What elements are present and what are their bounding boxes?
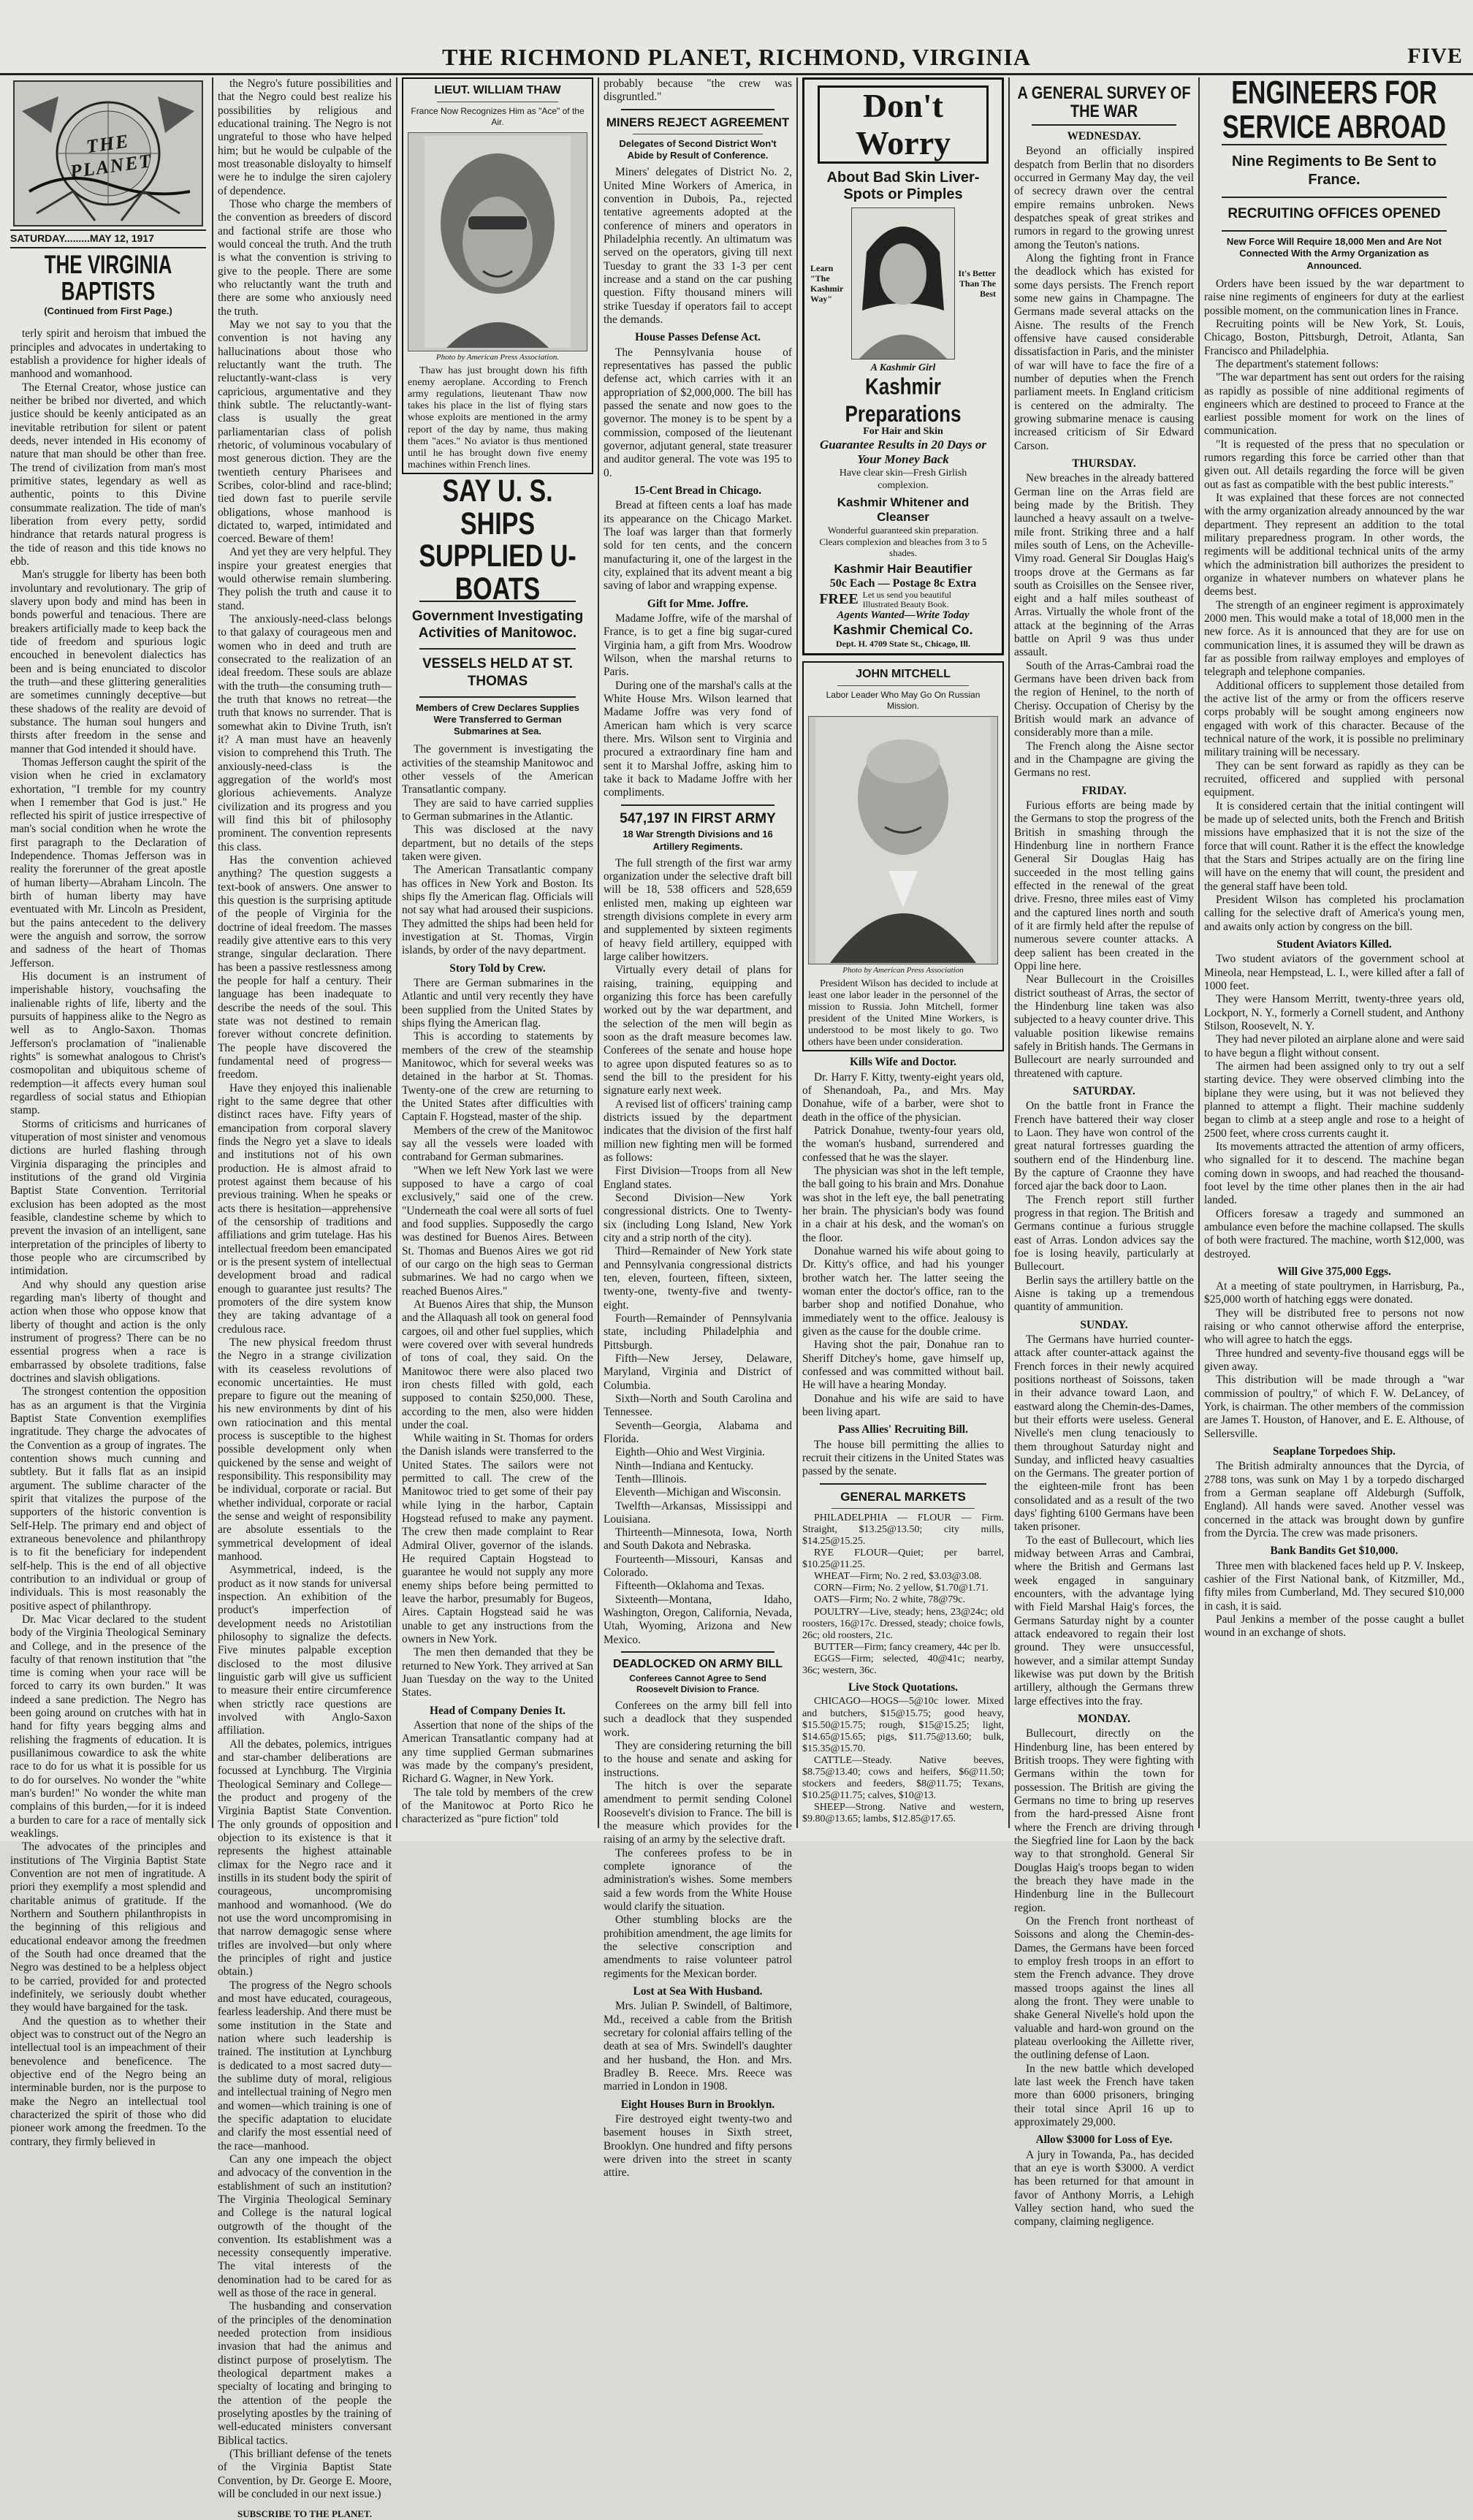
paragraph: The men then demanded that they be returned to New York. They arrived at San Juan Tuesday on the way to the United States. xyxy=(402,1646,593,1699)
paragraph: Dr. Harry F. Kitty, twenty-eight years old, of Shenandoah, Pa., and Mrs. May Donahue, wife of a barber, were shot to death in the office of the physician. xyxy=(802,1070,1004,1124)
paragraph: Second Division—New York congressional districts. One to Twenty-six (including Long Island, New York city and a strip north of the city). xyxy=(604,1191,792,1244)
paragraph: Recruiting points will be New York, St. Louis, Chicago, Boston, Pittsburgh, Detroit, Atlanta, San Francisco and Philadelphia. xyxy=(1204,317,1464,357)
paragraph: New breaches in the already battered German line on the Arras field are being made by the British. They launched a heavy assault on a twelve-mile front. Striking three and a half miles south of Lens, on the Acheville-Vimy road. General Sir Douglas Haig's troops drove at the Germans as far south as Croisilles on the Sensee river, eight and a half miles southeast of Arras. Virtually the whole front of the attack at the beginning of the Arras battle on April 9 was thus under assault. xyxy=(1014,472,1194,659)
miners-deck: Delegates of Second District Won't Abide by Result of Conference. xyxy=(619,137,777,161)
manitowoc-subhead: Government Investigating Activities of Manitowoc. xyxy=(411,608,584,642)
day-subhead: WEDNESDAY. xyxy=(1067,130,1141,142)
ad-price: 50c Each — Postage 8c Extra xyxy=(829,576,977,590)
headline-virginia-baptists: THE VIRGINIA BAPTISTS xyxy=(44,249,172,306)
engineers-deck: New Force Will Require 18,000 Men and Are Not Connected With the Army Organization as Announced. xyxy=(1226,236,1442,271)
paragraph: Seventh—Georgia, Alabama and Florida. xyxy=(604,1419,792,1445)
paragraph: All the debates, polemics, intrigues and star-chamber deliberations are focussed at Lynchburg. The Virginia Theological Seminary and College—the product and progeny of the Virginia Baptist State Convention. The only grounds of opposition and objection to its existence is that it represents the highest attainable climax for the Negro race and it instills in its student body the spirit of courageous, uncompromising manhood and womanhood. (We do not use the word uncompromising in that narrow demagogic sense where trifles are involved—but only where the principles of right and justice obtain.) xyxy=(218,1737,392,1979)
column-7 xyxy=(1204,77,1464,1827)
lost-at-sea-subhead: Lost at Sea With Husband. xyxy=(633,1985,763,1998)
mitchell-headline: JOHN MITCHELL xyxy=(856,667,951,680)
paragraph: Virtually every detail of plans for raising, training, equipping and organizing this force has been carefully worked out by the war department, and the selection of the men will begin as soon as the draft measure becomes law. Conferees of the senate and house hope to agree upon disputed features so as to send the bill to the president for his signature early next week. xyxy=(604,964,792,1097)
paragraph: The British admiralty announces that the Dyrcia, of 2788 tons, was sunk on May 1 by a torpedo discharged from a German seaplane off Aldeburgh (Suffolk, England). All hands were saved. Another vessel was concerned in the attack was brought down by gunfire from the Dyrcia. The crew was made prisoners. xyxy=(1204,1460,1464,1540)
paragraph: Third—Remainder of New York state and Pennsylvania congressional districts ten, eleven, fourteen, fifteen, sixteen, twenty-one, twenty-five and twenty-eight. xyxy=(604,1245,792,1312)
paragraph: Thomas Jefferson caught the spirit of the vision when he cried in exclamatory exhortation, "I tremble for my country when I remember that God is just." He reflected his spirit of justice irrespective of man's social condition when he wrote the first paragraph to the Declaration of Independence. Thomas Jefferson was in reality the forerunner of the great apostle of human liberty—Abraham Lincoln. The birth of human liberty may have eventuated with Mr. Lincoln as President, but the pains antecedent to the delivery were the anguish and sorrow, the sorrow and sadness of the heart of Thomas Jefferson. xyxy=(10,755,206,970)
paragraph: It is considered certain that the initial contingent will be made up of selected units, both the French and British missions have emphasized that it is not the size of the force that will count. Rather it is the effect the knowledge that the Stars and Stripes actually are on the firing line will have on the enemy that will count, the president and the general staff have been told. xyxy=(1204,799,1464,893)
paragraph: During one of the marshal's calls at the White House Mrs. Wilson learned that Madame Joffre was very fond of American ham which is very scarce there. Mrs. Wilson sent to Virginia and procured a extraordinary fine ham and sent it to Marshal Joffre, asking him to take it back to Madame Joffre with her compliments. xyxy=(604,679,792,799)
paragraph: The French report still further progress in that region. The British and Germans continue a furious struggle east of Arras. London advices say the foe is losing heavily, particularly at Bullecourt. xyxy=(1014,1193,1194,1274)
bank-bandits-body xyxy=(1204,1560,1464,1640)
paragraph: Berlin says the artillery battle on the Aisne is taking up a tremendous quantity of ammunition. xyxy=(1014,1274,1194,1314)
paragraph: Thaw has just brought down his fifth enemy aeroplane. According to French army regulations, lieutenant Thaw now takes his place in the list of flying stars whose exploits are mentioned in the army report of the day by name, thus making them "aces." No aviator is thus mentioned until he has brought down five enemy machines within French lines. xyxy=(408,365,587,471)
paragraph: (This brilliant defense of the tenets of the Virginia Baptist State Convention, by Dr. George E. Moore, will be concluded in our next issue.) xyxy=(218,2448,392,2501)
deadlocked-headline: DEADLOCKED ON ARMY BILL xyxy=(613,1658,783,1671)
live-stock-body xyxy=(802,1696,1004,1825)
gift-subhead: Gift for Mme. Joffre. xyxy=(647,597,749,610)
paragraph: Patrick Donahue, twenty-four years old, the woman's husband, surrendered and confessed that he was the slayer. xyxy=(802,1124,1004,1164)
paragraph: The conferees profess to be in complete ignorance of the administration's wishes. Some members said a few words from the White House would clarify the situation. xyxy=(604,1846,792,1914)
recruiting-offices-subhead: RECRUITING OFFICES OPENED xyxy=(1228,206,1441,222)
ad-product: Kashmir Preparations xyxy=(845,373,962,427)
paragraph: The advocates of the principles and institutions of The Virginia Baptist State Convention are not men of ingratitude. A priori they exemplify a most splendid and charitable animus of gratitude. If the Northern and Southern philanthropists in the beginning of this religious and educational endeavor among the freedmen of the South had once dreamed that the Negro was destined to be a helpless object to be carried, provided for and protected indefinitely, we seriously doubt whether they would have bargained for the task. xyxy=(10,1840,206,2014)
ad-headline: Don't Worry xyxy=(818,85,989,164)
paragraph: At a meeting of state poultrymen, in Harrisburg, Pa., $25,000 worth of hatching eggs were donated. xyxy=(1204,1280,1464,1306)
paragraph: In the new battle which developed late last week the French have taken more than 6000 prisoners, bringing their total since April 16 up to approximately 29,000. xyxy=(1014,2062,1194,2128)
paragraph: At Buenos Aires that ship, the Munson and the Allaquash all took on general food cargoes, oil and other fuel supplies, which were covered over with several hundreds of tons of coal, they said. On the Manitowoc there were also placed two iron chests filled with gold, each supposed to contain $250,000. These, according to the men, also were hidden under the coal. xyxy=(402,1298,593,1431)
paragraph: Ninth—Indiana and Kentucky. xyxy=(615,1459,754,1472)
paragraph: Three hundred and seventy-five thousand eggs will be given away. xyxy=(1204,1347,1464,1374)
paragraph: "When we left New York last we were supposed to have a cargo of coal exclusively," said one of the crew. "Underneath the coal were all sorts of fuel and food supplies. Supposedly the cargo was destined for Buenos Aires. Between St. Thomas and Buenos Aires we got rid of our cargo on the high seas to German submarines. We had no cargo when we reached Buenos Aires." xyxy=(402,1164,593,1298)
paragraph: Sixteenth—Montana, Idaho, Washington, Oregon, California, Nevada, Utah, Wyoming, Arizona and New Mexico. xyxy=(604,1593,792,1646)
paragraph: They can be sent forward as rapidly as they can be recruited, officered and supplied with personal equipment. xyxy=(1204,759,1464,799)
paragraph: Eighth—Ohio and West Virginia. xyxy=(615,1446,765,1459)
paragraph: Storms of criticisms and hurricanes of vituperation of most sinister and venomous dictions are hurled flashing through Virginia disparaging the principles and institutions of the grand old Virginia Baptist State Convention. Territorial exclusion has been adopted as the most feasible, clandestine scheme by which to prevent the invasion of an intelligent, sane interpretation of the principles of liberty to those people who are circumscribed by intimidation. xyxy=(10,1117,206,1278)
paragraph: Twelfth—Arkansas, Mississippi and Louisiana. xyxy=(604,1499,792,1526)
eggs-subhead: Will Give 375,000 Eggs. xyxy=(1277,1265,1391,1278)
kills-wife-subhead: Kills Wife and Doctor. xyxy=(850,1056,956,1069)
paragraph: Tenth—Illinois. xyxy=(615,1472,687,1485)
general-markets-headline: GENERAL MARKETS xyxy=(840,1489,966,1504)
paragraph: Two student aviators of the government school at Mineola, near Hempstead, L. I., were killed after a fall of 1000 feet. xyxy=(1204,953,1464,992)
column-2 xyxy=(218,77,392,2520)
paragraph: Furious efforts are being made by the Germans to stop the progress of the British in smashing through the Hindenburg line in northern France General Sir Douglas Haig has succeeded in the most telling gains effected in the renewal of the great drive. Fresno, three miles east of Vimy and the captured lines north and south of it are firmly held after the repulse of numerous severe counter attacks. A deep salient has been created in the Oppi line here. xyxy=(1014,799,1194,973)
paragraph: RYE FLOUR—Quiet; per barrel, $10.25@11.25. xyxy=(802,1548,1004,1571)
column-rule xyxy=(1198,77,1200,1828)
first-army-deck: 18 War Strength Divisions and 16 Artillery Regiments. xyxy=(623,829,773,852)
ad-address: Dept. H. 4709 State St., Chicago, Ill. xyxy=(836,638,970,649)
mitchell-photo xyxy=(808,716,998,964)
ad-free: FREE xyxy=(819,591,859,608)
paragraph: And the question as to whether their object was to construct out of the Negro an intellectual tool is an impeachment of their benevolence and beneficence. The objective end of the Negro being an interminable burden, nor is the purpose to make the Negro an intellectual tool characterized the spirit of those who did pioneer work among the freedmen. To the contrary, they firmly believed in xyxy=(10,2014,206,2148)
paragraph: The Pennsylvania house of representatives has passed the public defense act, which carries with it an appropriation of $2,000,000. The bill has passed the senate and now goes to the governor. The money is to be spent by a commission, composed of the lieutenant governor, adjutant general, state treasurer and auditor general. The vote was 195 to 0. xyxy=(604,346,792,479)
crew-story-body xyxy=(402,977,593,1700)
paragraph: WHEAT—Firm; No. 2 red, $3.03@3.08. xyxy=(814,1571,982,1583)
paragraph: This distribution will be made through a "war commission of poultry," of which F. W. DeLancey, of York, is chairman. The other members of the commission are James T. Houston, of Hanover, and E. E. Althouse, of Sellersville. xyxy=(1204,1374,1464,1440)
column-rule xyxy=(396,77,397,1828)
aviators-killed-body xyxy=(1204,953,1464,1261)
paragraph: Having shot the pair, Donahue ran to Sheriff Ditchey's home, gave himself up, confessed and was committed without bail. He will have a hearing Monday. xyxy=(802,1339,1004,1392)
paragraph: Have they enjoyed this inalienable right to the same degree that other distinct races have. Fifty years of emancipation from corporal slavery finds the Negro yet a slave to ideals and institutions not of his own production. He is almost afraid to protest against them because of his previous training. When he speaks or acts there is hesitation—apprehensive of the censorship of traditions and affiliations and grim tutelage. Has his intellectual freedom been emancipated or is the present system of intellectual development broad and radical enough to guarantee just results? The promoters of the dire system know they are taking advantage of a credulous race. xyxy=(218,1081,392,1336)
paragraph: the Negro's future possibilities and that the Negro could best realize his possibilities by religious and educational training. The Negro is not ungrateful to those who have helped him; but he would be culpable of the most treasonable disloyalty to himself were he to indulge the siren cajolery of dependence. xyxy=(218,77,392,197)
manitowoc-body xyxy=(402,743,593,957)
column-rule xyxy=(212,77,213,1828)
article-body xyxy=(10,327,206,2149)
paragraph: His document is an instrument of imperishable history, vouchsafing the inalienable rights of life, liberty and the pursuits of happiness alike to the Negro as well as to Anglo-Saxon. Thomas Jefferson's proclamation of "inalienable rights" is somewhat analogous to Christ's cosmopolitan and ubiquitous scheme of redemption—it affects every human soul regardless of social status and Ethiopian stamp. xyxy=(10,970,206,1117)
eight-houses-subhead: Eight Houses Burn in Brooklyn. xyxy=(620,2098,775,2111)
ad-clear-skin: Have clear skin—Fresh Girlish complexion. xyxy=(839,468,967,492)
first-army-headline: 547,197 IN FIRST ARMY xyxy=(620,810,776,826)
day-subhead: FRIDAY. xyxy=(1081,784,1127,797)
paragraph: South of the Arras-Cambrai road the Germans have been driven back from the region of Heninel, to the north of Cherisy. Occupation of Cherisy by the British would mark an advance of considerably more than a mile. xyxy=(1014,659,1194,739)
house-passes-body xyxy=(604,346,792,480)
paragraph: Man's struggle for liberty has been both involuntary and revolutionary. The grip of slavery upon body and mind has been in bonds powerful and tenacious. There are breakers artificially made to keep back the tide of freedom and spurious logic encouched in benevolent dialectics has been and is being enunciated to discolor the truth—and these glittering generalities are sometimes cunningly deceptive—but these shadows of the reality are devoid of substance. The human soul hungers and thirsts after freedom in the sense and manner that God intended it should have. xyxy=(10,568,206,755)
column-rule xyxy=(598,77,599,1828)
paragraph: The government is investigating the activities of the steamship Manitowoc and other vessels of the American Transatlantic company. xyxy=(402,743,593,796)
planet-logo-text: THE PLANET xyxy=(68,130,154,183)
ad-whitener-desc: Wonderful guaranteed skin preparation. Clears complexion and bleaches from 3 to 5 shades. xyxy=(819,525,987,559)
deadlocked-deck: Conferees Cannot Agree to Send Roosevelt Division to France. xyxy=(629,1673,766,1695)
ad-free-desc: Let us send you beautiful Illustrated Beauty Book. xyxy=(862,589,951,610)
ad-for: For Hair and Skin xyxy=(863,425,943,437)
seaplane-subhead: Seaplane Torpedoes Ship. xyxy=(1272,1445,1396,1458)
paragraph: And yet they are very helpful. They inspire your greatest energies that would otherwise remain slumbering. They polish the truth and cause it to stand. xyxy=(218,546,392,612)
paragraph: The French along the Aisne sector and in the Champagne are giving the Germans no rest. xyxy=(1014,739,1194,780)
paragraph: Donahue warned his wife about going to Dr. Kitty's office, and had his younger brother watch her. The latter seeing the woman enter the doctor's office, ran to the barber shop and notified Donahue, who immediately went to the office. Jealousy is given as the cause for the double crime. xyxy=(802,1245,1004,1338)
paragraph: The Eternal Creator, whose justice can neither be bribed nor diverted, and which justice should be keenly anticipated as an inevitable retribution for silent or patent deeds, never intended in His economy of nature that man should be other than free. The trend of civilization from man's most primitive states, legendary as well as authentic, points to this Divine consummate realization. The tide of man's liberation from every petty, sordid hindrance that retards natural progress is the tide of reason and this tide knows no ebb. xyxy=(10,381,206,568)
planet-logo xyxy=(13,80,203,227)
first-army-body xyxy=(604,857,792,1647)
article-body-continued xyxy=(218,77,392,2501)
mitchell-subhead: Labor Leader Who May Go On Russian Mission. xyxy=(826,689,981,711)
paragraph: Fourth—Remainder of Pennsylvania state, including Philadelphia and Pittsburgh. xyxy=(604,1312,792,1352)
paragraph: "The war department has sent out orders for the raising as rapidly as possible of nine additional regiments of engineers which are destined to proceed to France at the earliest possible moment for work on the lines of communication. xyxy=(1204,371,1464,438)
paragraph: Madame Joffre, wife of the marshal of France, is to get a fine big sugar-cured Virginia ham, a gift from Mrs. Woodrow Wilson, when the marshal returns to Paris. xyxy=(604,612,792,679)
engineers-body xyxy=(1204,278,1464,934)
engineers-subhead: Nine Regiments to Be Sent to France. xyxy=(1231,153,1437,189)
column-4 xyxy=(604,77,792,2180)
paragraph: OATS—Firm; No. 2 white, 78@79c. xyxy=(814,1594,965,1606)
manitowoc-deck: Members of Crew Declares Supplies Were Transferred to German Submarines at Sea. xyxy=(416,701,579,737)
eight-houses-body xyxy=(604,2113,792,2180)
paragraph: This was disclosed at the navy department, but no details of the steps taken were given. xyxy=(402,823,593,864)
ad-hair-beautifier: Kashmir Hair Beautifier xyxy=(834,561,973,576)
paragraph: Orders have been issued by the war department to raise nine regiments of engineers for duty at the earliest possible moment, on the communication lines in France. xyxy=(1204,277,1464,317)
column-rule xyxy=(1008,77,1010,1828)
column-1 xyxy=(10,77,206,2148)
paragraph: Those who charge the members of the convention as breeders of discord and factional strife are those who would conceal the truth. And the truth is what the convention is striving to give to the people. There are some who reluctantly want the truth and there are some who anxiously need the truth. xyxy=(218,197,392,318)
aviator-portrait xyxy=(425,136,571,348)
paragraph: SHEEP—Strong. Native and western, $9.80@13.65; lambs, $12.85@17.65. xyxy=(802,1802,1004,1825)
page-number: FIVE xyxy=(1407,44,1463,68)
paragraph: They will be distributed free to persons not now raising or who cannot otherwise afford the enterprise, who will agree to hatch the eggs. xyxy=(1204,1306,1464,1347)
day-subhead: THURSDAY. xyxy=(1072,457,1136,470)
recruiting-bill-body xyxy=(802,1439,1004,1479)
paragraph: The physician was shot in the left temple, the ball going to his brain and Mrs. Donahue was shot in the left eye, the ball penetrating her brain. The physician's body was found in a chair at his desk, and the woman's on the floor. xyxy=(802,1165,1004,1244)
engineers-headline: ENGINEERS FOR SERVICE ABROAD xyxy=(1222,75,1447,145)
paragraph: A revised list of officers' training camp districts issued by the department indicates that the division of the first half million new fighting men will be formed as follows: xyxy=(604,1097,792,1164)
column-5 xyxy=(802,77,1004,1827)
paragraph: The Germans have hurried counter-attack after counter-attack against the French forces in their newly acquired positions northeast of Soissons, taken in their advance toward Laon, and eastward along the Chemin-des-Dames, but their efforts were useless. General Nivelle's men clung tenaciously to them throughout Saturday night and Sunday, and inflicted heavy casualties on the Germans. The greater portion of the eighteen-mile front has been consolidated and as a result of the two days' fighting 6100 Germans have been taken prisoner. xyxy=(1014,1333,1194,1534)
paragraph: Fifteenth—Oklahoma and Texas. xyxy=(615,1580,765,1593)
paragraph: Sixth—North and South Carolina and Tennessee. xyxy=(604,1392,792,1419)
bread-subhead: 15-Cent Bread in Chicago. xyxy=(633,484,762,497)
paragraph: The airmen had been assigned only to try out a self starting device. They were observed climbing into the biplane they were using, but it was not believed they planned to attempt a flight. Their machine suddenly began to climb at a steep angle and rose to a height of 2500 feet, where cross currents caught it. xyxy=(1204,1059,1464,1140)
day-subhead: SUNDAY. xyxy=(1080,1318,1128,1331)
thaw-headline: LIEUT. WILLIAM THAW xyxy=(434,84,561,96)
paragraph: The hitch is over the separate amendment to permit sending Colonel Roosevelt's division to France. The bill is the measure which provides for the raising of an army by the selective draft. xyxy=(604,1780,792,1846)
paragraph: PHILADELPHIA — FLOUR — Firm. Straight, $13.25@13.50; city mills, $14.25@15.25. xyxy=(802,1512,1004,1548)
paragraph: Along the fighting front in France the deadlock which has existed for some days persists. The French report some new gains in Champagne. The Germans made several attacks on the Aisne. The results of the French offensive have caused considerable dissatisfaction in Paris, and the minister of war will have to face the fire of a number of deputies when the French parliament meets. In England criticism is centered on the admiralty. The growing submarine menace is causing increased criticism of Sir Edward Carson. xyxy=(1014,251,1194,452)
paragraph: On the French front northeast of Soissons and along the Chemin-des-Dames, the Germans have been forced to employ fresh troops in an effort to stem the French advance. They drove massed troops against the lines all along the front. They were unable to shake General Nivelle's hold upon the valuable and hard-won ground on the plateau overlooking the Aillette river, the outlining defense of Laon. xyxy=(1014,1914,1194,2062)
thaw-photo-box xyxy=(402,77,593,474)
paragraph: CORN—Firm; No. 2 yellow, $1.70@1.71. xyxy=(814,1583,989,1594)
ad-better-text: It's Better Than The Best xyxy=(958,267,996,300)
paragraph: BUTTER—Firm; fancy creamery, 44c per lb. xyxy=(814,1641,1001,1653)
paragraph: Eleventh—Michigan and Wisconsin. xyxy=(615,1486,781,1499)
seaplane-body xyxy=(1204,1460,1464,1540)
loss-of-eye-body xyxy=(1014,2149,1194,2229)
paragraph: The full strength of the first war army organization under the selective draft bill will be 18, 538 officers and 528,659 enlisted men, making up eighteen war strength divisions complete in every arm and supplemented by sixteen regiments of heavy field artillery, equipped with large caliber howitzers. xyxy=(604,856,792,964)
paragraph: There are German submarines in the Atlantic and until very recently they have been supplied from the United States by ships flying the American flag. xyxy=(402,977,593,1029)
mitchell-photo-credit: Photo by American Press Association xyxy=(842,965,964,975)
mitchell-portrait xyxy=(815,717,991,963)
paragraph: It was explained that these forces are not connected with the army organization already announced by the war department. They represent an addition to the total military preparedness program. In other words, the regiments will be additional technical units of the army which the administration bill authorizes the president to organize in whatever numbers on whatever plans he deems best. xyxy=(1204,492,1464,598)
thaw-caption-text xyxy=(408,365,587,471)
ad-agents: Agents Wanted—Write Today xyxy=(837,609,970,622)
paragraph: Dr. Mac Vicar declared to the student body of the Virginia Theological Seminary and College, and in the presence of the faculty of that renown institution that "the time is coming when your race will be forced to carry its own burden." It was indeed a sane prediction. The Negro has been going around on crutches with hat in hand for fifty years begging alms and relishing the fragments of education. It is pusillanimous cowardice to ask the white race to do for us what it is possible for us to do for ourselves. No wonder the "white man's burden!" No wonder the white man complains of this burden,—for it is indeed a burden to care for a race of mentally sick weaklings. xyxy=(10,1613,206,1840)
paragraph: Miners' delegates of District No. 2, United Mine Workers of America, in convention in Dubois, Pa., rejected tentative agreements adopted at the conference of miners and operators in Philadelphia recently. An ultimatum was served on the operators, giving till next Tuesday to grant the 33 1-3 per cent increase and a stand on the car pushing question. Fifty thousand miners will strike Tuesday if operators fail to accept the demands. xyxy=(604,166,792,327)
mitchell-photo-box xyxy=(802,661,1004,1052)
recruiting-bill-subhead: Pass Allies' Recruiting Bill. xyxy=(838,1423,968,1436)
paragraph: EGGS—Firm; selected, 40@41c; nearby, 36c; western, 36c. xyxy=(802,1653,1004,1677)
war-survey-headline: A GENERAL SURVEY OF THE WAR xyxy=(1017,83,1191,122)
ad-company: Kashmir Chemical Co. xyxy=(833,623,973,638)
paragraph: The new physical freedom thrust the Negro in a strange civilization with its ceaseless revolutions of economic uncertainties. He must prepare to figure out the meaning of his new environments by dint of his own ratiocination and this mental process is susceptible to the highest possible development only when quickened by the sense and weight of responsibility. This responsibility may be individual, corporate or racial. But whether individual, corporate or racial the sense and weight of responsibility are absolute essentials to the symmetrical development of ideal manhood. xyxy=(218,1336,392,1564)
paragraph: Its movements attracted the attention of army officers, who signalled for it to descend. The machine began coming down in swoops, and had reached the thousand-foot level by the time other planes then in the air had landed. xyxy=(1204,1140,1464,1207)
paragraph: Additional officers to supplement those detailed from the active list of the army or from the officers reserve corps probably will be sought among engineers now engaged with work of this character. Because of the technical nature of the work, it is possible no preliminary military training will be necessary. xyxy=(1204,679,1464,759)
dateline: SATURDAY.........MAY 12, 1917 xyxy=(10,229,206,248)
headline-ships-supplied-uboats: SAY U. S. SHIPS SUPPLIED U-BOATS xyxy=(419,473,576,606)
aviators-killed-subhead: Student Aviators Killed. xyxy=(1276,937,1392,951)
company-denies-subhead: Head of Company Denies It. xyxy=(430,1704,566,1717)
paragraph: A jury in Towanda, Pa., has decided that an eye is worth $3000. A verdict has been returned for that amount in favor of Anthony Morris, a Lehigh Valley section hand, who sued the company, claiming negligence. xyxy=(1014,2148,1194,2228)
column-3 xyxy=(402,77,593,1827)
ad-caption: A Kashmir Girl xyxy=(870,362,936,374)
subscribe-footer: SUBSCRIBE TO THE PLANET. xyxy=(237,2508,372,2520)
paragraph: Fifth—New Jersey, Delaware, Maryland, Virginia and District of Columbia. xyxy=(604,1352,792,1392)
gift-body xyxy=(604,612,792,800)
paragraph: Assertion that none of the ships of the American Transatlantic company had at any time supplied German submarines was made by the company's president, Richard G. Wagner, in New York. xyxy=(402,1719,593,1786)
paragraph: President Wilson has decided to include at least one labor leader in the personnel of the mission to Russia. John Mitchell, former president of the United Mine Workers, is understood to be most likely to go. Two others have been under consideration. xyxy=(808,978,998,1048)
paragraph: Paul Jenkins a member of the posse caught a bullet wound in an exchange of shots. xyxy=(1204,1613,1464,1640)
paragraph: "It is requested of the press that no speculation or rumors regarding this force be carried other than that given out. All details regarding the force will be given out as fast as compatible with the best public interests." xyxy=(1204,438,1464,491)
vessels-held-subhead: VESSELS HELD AT ST. THOMAS xyxy=(422,656,573,689)
eggs-body xyxy=(1204,1280,1464,1441)
paragraph: First Division—Troops from all New England states. xyxy=(604,1165,792,1191)
bread-body xyxy=(604,499,792,593)
thaw-photo xyxy=(408,132,587,351)
house-passes-subhead: House Passes Defense Act. xyxy=(635,331,761,344)
paragraph: Bread at fifteen cents a loaf has made its appearance on the Chicago Market. The loaf was larger than that formerly sold for ten cents, and the concern manufacturing it, one of the largest in the city, explained that its advent meant a big saving of labor and wrapping expense. xyxy=(604,499,792,593)
paragraph: President Wilson has completed his proclamation calling for the selective draft of America's young men, and awaits only action by congress on the bill. xyxy=(1204,893,1464,933)
day-subhead: MONDAY. xyxy=(1078,1713,1130,1726)
paragraph: The anxiously-need-class belongs to that galaxy of courageous men and women who in deed and truth are consecrated to the realization of an ideal freedom. These souls are ablaze with the truth—the consuming truth—the truth that knows no retreat—the truth that knows no surrender. That is somewhat akin to Divine Truth, isn't it? A man must have an heavenly vision to comprehend this Truth. The anxiously-need-class is the aggregation of the world's most glorious achievements. Analyze civilization and its progress and you will find this bit of philosophy prominent. The convention represents this class. xyxy=(218,613,392,853)
paragraph: They were Hansom Merritt, twenty-three years old, Lockport, N. Y., formerly a Cornell student, and Anthony Stilson, Roosevelt, N. Y. xyxy=(1204,993,1464,1032)
ad-guarantee: Guarantee Results in 20 Days or Your Money Back xyxy=(819,438,987,466)
paragraph: The strongest contention the opposition has as an argument is that the Virginia Baptist State Convention exemplifies ingratitude. They charge the advocates of the Convention as a group of ingrates. The contention shows much cunning and subtlety. But it falls flat as an insipid argument. The sublime character of the spirit that vitalizes the purpose of the supporters of the historic convention is Self-Help. The primary end and object of extraneous benevolence and philanthropy is to fit the beneficiary for independent self-help. This is the end of all objective contribution to an individual or group of individuals. This is most reasonably the positive aspect of philanthropy. xyxy=(10,1385,206,1613)
paragraph: While waiting in St. Thomas for orders the Danish islands were transferred to the United States. The sailors were not permitted to call. The crew of the Manitowoc tried to get some of their pay while lying in the harbor, Captain Hogstead refused to make any payment. The crew then made complaint to Rear Admiral Oliver, governor of the islands. He required Captain Hogstead to guarantee he would not supply any more enemy ships before being permitted to leave the harbor, presumably for Bugeos, Aires. Captain Hogstead said he was unable to get any instructions from the owners in New York. xyxy=(402,1432,593,1646)
paragraph: Other stumbling blocks are the prohibition amendment, the age limits for the selective conscription and amendments to raise volunteer patrol regiments for the Mexican border. xyxy=(604,1914,792,1980)
paragraph: To the east of Bullecourt, which lies midway between Arras and Cambrai, where the British and Germans last week engaged in sanguinary encounters, with the advantage lying with Field Marshal Haig's forces, the Germans Saturday night by a counter attack endeavored to regain their lost ground. They were unsuccessful, however, and a similar attempt Sunday likewise was put down by the British artillery, although the Germans threw large effectives into the fray. xyxy=(1014,1534,1194,1708)
paragraph: The American Transatlantic company has offices in New York and Boston. Its ships fly the American flag. Officials will not say what had aroused their suspicions. They admitted the ships had been held for investigation at St. Thomas, Virgin islands, by order of the navy department. xyxy=(402,864,593,957)
paragraph: Has the convention achieved anything? The question suggests a text-book of answers. One answer to this question is the surprising aptitude of the people of Virginia for the doctrine of ideal freedom. The masses readily give attentive ears to this very strange, singular declaration. There has been a passive restlessness among the people for half a century. Their language has been inadequate to describe the needs of the soul. This state was not destined to remain forever without concrete definition. The people have discovered the fundamental need of progress—freedom. xyxy=(218,854,392,1081)
ad-learn-text: Learn "The Kashmir Way" xyxy=(810,262,844,305)
kashmir-advertisement xyxy=(802,77,1004,655)
paragraph: Conferees on the army bill fell into such a deadlock that they suspended work. xyxy=(604,1699,792,1739)
paragraph: terly spirit and heroism that imbued the principles and advocates in undertaking to establish a providence for higher ideals of manhood and womanhood. xyxy=(10,327,206,381)
paragraph: Donahue and his wife are said to have been living apart. xyxy=(802,1392,1004,1418)
column-rule xyxy=(796,77,798,1828)
lost-at-sea-body xyxy=(604,2000,792,2093)
paragraph: Can any one impeach the object and advocacy of the convention in the establishment of such an institution? The Virginia Theological Seminary and College is the natural logical outgrowth of the thought of the convention. Its establishment was a necessity consequently imperative. The vital interests of the denomination had to be cared for as well as those of the race in general. xyxy=(218,2152,392,2300)
ad-subhead: About Bad Skin Liver-Spots or Pimples xyxy=(826,170,980,203)
paragraph: The progress of the Negro schools and most have educated, courageous, fearless leadership. And there must be some institution in the State and nation where such leadership is trained. The institution at Lynchburg is dedicated to a most sacred duty—the sublime duty of moral, religious and intellectual training of Negro men and women—which training is one of the specific adaptation to elucidate and clarify the most essential need of the race—manhood. xyxy=(218,1979,392,2152)
paragraph: The house bill permitting the allies to recruit their citizens in the United States was passed by the senate. xyxy=(802,1438,1004,1478)
paragraph: Three men with blackened faces held up P. V. Inskeep, cashier of the First National bank, of Kitzmiller, Md., fifty miles from Cumberland, Md. They secured $10,000 in cash, it is said. xyxy=(1204,1559,1464,1613)
bank-bandits-subhead: Bank Bandits Get $10,000. xyxy=(1270,1545,1398,1558)
miners-headline: MINERS REJECT AGREEMENT xyxy=(606,115,790,129)
war-survey-days xyxy=(1014,130,1194,2129)
continued-note: (Continued from First Page.) xyxy=(44,305,172,317)
thaw-subhead: France Now Recognizes Him as "Ace" of the Air. xyxy=(411,106,585,127)
paragraph: They are said to have carried supplies to German submarines in the Atlantic. xyxy=(402,796,593,823)
paragraph: Fire destroyed eight twenty-two and basement houses in Sixth street, Brooklyn. One hundred and fifty persons were driven into the street in scanty attire. xyxy=(604,2112,792,2180)
loss-of-eye-subhead: Allow $3000 for Loss of Eye. xyxy=(1035,2133,1173,2147)
paragraph: The husbanding and conservation of the principles of the denomination needed protection from insidious invasion that had the animus and distinct purpose of proselytism. The theological department makes a specialty of locating and bringing to the attention of the people the proselyting apostles by the training of well-educated ministers conversant Biblical tactics. xyxy=(218,2300,392,2447)
paragraph: And why should any question arise regarding man's liberty of thought and action when those who oppose know that liberty of thought and action is the only instrument of progress? There can be no essential progress when a race is embarrassed by obsolete traditions, false doctrines and slavish obligations. xyxy=(10,1278,206,1385)
paragraph: Members of the crew of the Manitowoc say all the vessels were loaded with contraband for German submarines. xyxy=(402,1124,593,1164)
paragraph: The tale told by members of the crew of the Manitowoc at Porto Rico he characterized as "pure fiction" told xyxy=(402,1786,593,1826)
paragraph: CHICAGO—HOGS—5@10c lower. Mixed and butchers, $15@15.75; good heavy, $15.50@15.75; rough, $15@15.25; light, $14.65@15.65; pigs, $11.75@13.60; bulk, $15.35@15.70. xyxy=(802,1696,1004,1754)
paragraph: They are considering returning the bill to the house and senate and asking for instructions. xyxy=(604,1740,792,1779)
paragraph: Asymmetrical, indeed, is the product as it now stands for universal inspection. An exhibition of the product's imperfection of development needs no Aristotilian philosophy to signalize the defects. Five minutes palpable exception disclosed to the most dilusive linguistic garb will give us sufficient to measure their entire circumference when strictly race questions are involved with Anglo-Saxon affiliation. xyxy=(218,1564,392,1737)
paragraph: POULTRY—Live, steady; hens, 23@24c; old roosters, 16@17c. Dressed, steady; choice fowls, 26c; old roosters, 21c. xyxy=(802,1606,1004,1641)
paragraph: Fourteenth—Missouri, Kansas and Colorado. xyxy=(604,1553,792,1580)
company-denies-body xyxy=(402,1719,593,1827)
paragraph: Officers foresaw a tragedy and summoned an ambulance even before the machine collapsed. The skulls of both were fractured. The machine, worth $12,000, was destroyed. xyxy=(1204,1207,1464,1260)
masthead-title: THE RICHMOND PLANET, RICHMOND, VIRGINIA xyxy=(442,44,1031,70)
deadlocked-body xyxy=(604,1699,792,1981)
thaw-photo-credit: Photo by American Press Association. xyxy=(435,353,560,362)
paragraph: May we not say to you that the convention is not having any hallucinations about those who reluctantly want the truth. The reluctantly-want-class is very capricious, argumentative and they think subtle. The reluctantly-want-class is usually the great parliamentarian class of polish rhetoric, of voluminous vocabulary of most generous diction. They are the twentieth century Pharisees and Scribes, color-blind and race-blind; tied down fast to puerile servile obligations, whose manhood is dictated to, warped, intimidated and coerced. Beware of them! xyxy=(218,318,392,546)
paragraph: Bullecourt, directly on the Hindenburg line, has been entered by British troops. They were fighting with Germans within the town for possession. The British are giving the Germans no time to bring up reserves from the hard-pressed Aisne front where the French are driving through the Siegfried line for Laon by the back way to that stronghold. General Sir Douglas Haig's troops began to widen the breach they have made in the Hindenburg line in the Bullecourt region. xyxy=(1014,1727,1194,1914)
ad-whitener: Kashmir Whitener and Cleanser xyxy=(837,495,970,524)
paragraph: They had never piloted an airplane alone and were said to have begun a flight without consent. xyxy=(1204,1033,1464,1059)
miners-body xyxy=(604,166,792,327)
story-told-subhead: Story Told by Crew. xyxy=(449,962,546,975)
paragraph: The department's statement follows: xyxy=(1216,357,1379,370)
masthead xyxy=(0,41,1473,73)
paragraph: Mrs. Julian P. Swindell, of Baltimore, Md., received a cable from the British secretary for colonial affairs telling of the death at sea of Mrs. Swindell's daughter and her husband, the Hon. and Mrs. Bradley B. Reece. Mrs. Reece was married in London in 1908. xyxy=(604,2000,792,2093)
paragraph: On the battle front in France the French have battered their way closer to Laon. They have won control of the great natural fortresses guarding the southern end of the Hindenburg line. By the capture of Craonne they have forced ajar the back door to Laon. xyxy=(1014,1100,1194,1193)
kashmir-girl-portrait xyxy=(852,208,954,359)
paragraph: Thirteenth—Minnesota, Iowa, North and South Dakota and Nebraska. xyxy=(604,1526,792,1553)
ad-portrait xyxy=(851,208,955,359)
kills-wife-body xyxy=(802,1071,1004,1420)
paragraph: Near Bullecourt in the Croisilles district southeast of Arras, the sector of the Hindenburg line taken was also subjected to a heavy counter drive. This valuable position likewise remains safely in British hands. The Germans in Bullecourt are nearly surrounded and threatened with capture. xyxy=(1014,973,1194,1080)
general-markets-body xyxy=(802,1512,1004,1677)
paragraph: The strength of an engineer regiment is approximately 2000 men. This would make a total of 18,000 men in the new force. As it is announced that they are for use on communication lines, it is assumed they will be drawn as far as possible from railway employes and employes of telegraph and telephone companies. xyxy=(1204,598,1464,679)
paragraph: CATTLE—Steady. Native beeves, $8.75@13.40; cows and heifers, $6@11.50; stockers and feeders, $8@11.75; Texans, $10.25@11.75; calves, $10@13. xyxy=(802,1754,1004,1802)
column-6 xyxy=(1014,77,1194,2228)
mitchell-caption-text xyxy=(808,978,998,1049)
day-subhead: SATURDAY. xyxy=(1073,1084,1135,1097)
paragraph: Beyond an officially inspired despatch from Berlin that no disorders occurred in Germany May day, the veil of secrecy drawn over the central empire remains unbroken. News despatches speak of great strikes and rumors in regard to the growing unrest among the Teuton's nations. xyxy=(1014,145,1194,251)
paragraph: This is according to statements by members of the crew of the steamship Manitowoc, which for several weeks was detained in the harbor at St. Thomas. Twenty-one of the crew are returning to the United States after difficulties with Captain F. Hogstead, master of the ship. xyxy=(402,1030,593,1124)
continued-text: probably because "the crew was disgruntled." xyxy=(604,77,792,104)
live-stock-subhead: Live Stock Quotations. xyxy=(848,1681,959,1694)
